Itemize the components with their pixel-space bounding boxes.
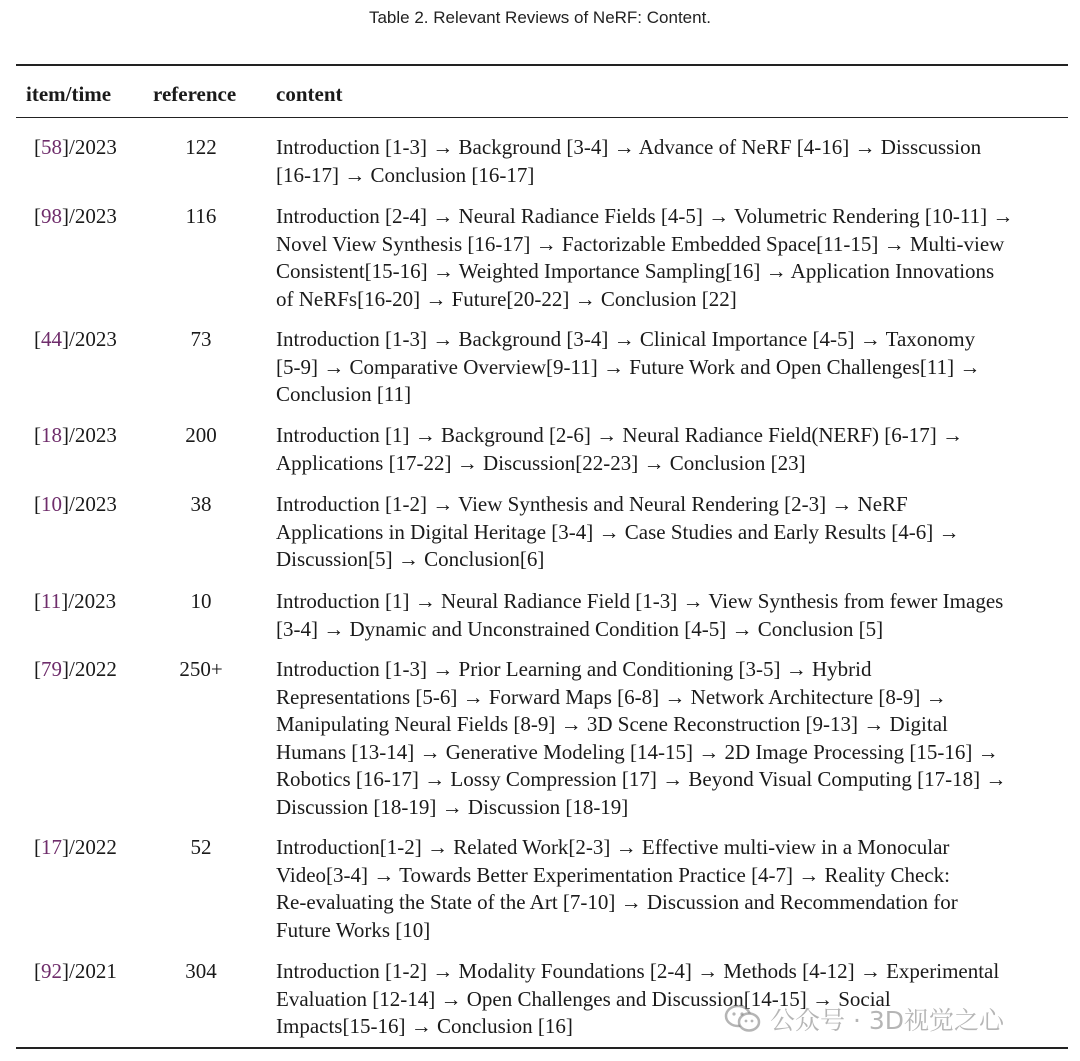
citation-link[interactable]: 11 xyxy=(41,589,62,613)
content-line: Conclusion [11] xyxy=(276,382,412,406)
header-content: content xyxy=(276,82,343,106)
watermark xyxy=(724,1000,1054,1038)
year-text: /2023 xyxy=(69,423,117,447)
reference-count-cell: 52 xyxy=(190,835,212,859)
content-cell xyxy=(276,656,1060,821)
year-text: /2021 xyxy=(69,959,117,983)
citation-link[interactable]: 10 xyxy=(41,492,62,516)
reference-count-cell: 116 xyxy=(185,204,217,228)
citation-link[interactable]: 92 xyxy=(41,959,62,983)
item-time-cell: [17]/2022 xyxy=(34,835,117,859)
content-line: Consistent[15-16] → Weighted Importance Sampling[16] → Application Innovations xyxy=(276,259,995,283)
table-caption: Table 2. Relevant Reviews of NeRF: Content. xyxy=(368,8,712,27)
content-line: Introduction [1-3] → Background [3-4] → Clinical Importance [4-5] → Taxonomy xyxy=(276,327,976,351)
item-time-cell: [44]/2023 xyxy=(34,327,117,351)
header-rule xyxy=(16,117,1068,118)
reference-count-cell: 304 xyxy=(185,959,217,983)
content-line: Introduction [1-2] → Modality Foundations [2-4] → Methods [4-12] → Experimental xyxy=(276,959,1000,983)
year-text: /2023 xyxy=(68,589,117,613)
content-line: Introduction [2-4] → Neural Radiance Fields [4-5] → Volumetric Rendering [10-11] → xyxy=(276,204,1014,228)
content-cell xyxy=(276,422,1060,477)
content-line: Introduction [1-3] → Background [3-4] → Advance of NeRF [4-16] → Disscussion xyxy=(276,135,982,159)
content-line: Impacts[15-16] → Conclusion [16] xyxy=(276,1014,573,1038)
year-text: /2023 xyxy=(69,492,117,516)
item-time-cell: [92]/2021 xyxy=(34,959,117,983)
citation-link[interactable]: 17 xyxy=(41,835,62,859)
content-line: Discussion [18-19] → Discussion [18-19] xyxy=(276,794,629,819)
content-line: Representations [5-6] → Forward Maps [6-8] → Network Architecture [8-9] → xyxy=(276,684,947,709)
content-line: Manipulating Neural Fields [8-9] → 3D Scene Reconstruction [9-13] → Digital xyxy=(276,712,948,736)
reference-count-cell: 38 xyxy=(190,492,212,516)
content-cell xyxy=(276,134,1060,189)
item-time-cell: [18]/2023 xyxy=(34,423,117,447)
top-rule xyxy=(16,64,1068,66)
content-line: [5-9] → Comparative Overview[9-11] → Future Work and Open Challenges[11] → xyxy=(276,354,981,379)
content-line: Introduction [1-2] → View Synthesis and Neural Rendering [2-3] → NeRF xyxy=(276,492,908,516)
year-text: /2023 xyxy=(69,204,117,228)
citation-link[interactable]: 79 xyxy=(41,657,62,681)
content-line: Humans [13-14] → Generative Modeling [14-15] → 2D Image Processing [15-16] → xyxy=(276,739,999,764)
year-text: /2022 xyxy=(69,835,117,859)
content-line: Applications [17-22] → Discussion[22-23] → Conclusion [23] xyxy=(276,450,806,475)
reference-count-cell: 200 xyxy=(185,423,217,447)
year-text: /2023 xyxy=(69,135,117,159)
content-line: [3-4] → Dynamic and Unconstrained Condition [4-5] → Conclusion [5] xyxy=(276,616,884,641)
content-cell xyxy=(276,326,1060,409)
reference-count-cell: 10 xyxy=(190,589,212,613)
item-time-cell: [10]/2023 xyxy=(34,492,117,516)
watermark-text: 公众号 · 3D视觉之心 xyxy=(770,1006,1004,1035)
content-line: Novel View Synthesis [16-17] → Factorizable Embedded Space[11-15] → Multi-view xyxy=(276,231,1005,256)
citation-link[interactable]: 58 xyxy=(41,135,62,159)
citation-link[interactable]: 18 xyxy=(41,423,62,447)
content-line: Introduction [1] → Background [2-6] → Neural Radiance Field(NERF) [6-17] → xyxy=(276,423,963,447)
content-line: [16-17] → Conclusion [16-17] xyxy=(276,162,535,187)
header-item-time: item/time xyxy=(26,82,112,106)
content-line: Introduction [1-3] → Prior Learning and Conditioning [3-5] → Hybrid xyxy=(276,657,872,681)
content-cell xyxy=(276,588,1060,643)
item-time-cell: [58]/2023 xyxy=(34,135,117,159)
content-line: Applications in Digital Heritage [3-4] → Case Studies and Early Results [4-6] → xyxy=(276,519,960,544)
reference-count-cell: 122 xyxy=(185,135,217,159)
content-line: Video[3-4] → Towards Better Experimentation Practice [4-7] → Reality Check: xyxy=(276,862,950,887)
item-time-cell: [79]/2022 xyxy=(34,657,117,681)
content-line: Future Works [10] xyxy=(276,917,431,942)
content-line: Re-evaluating the State of the Art [7-10] → Discussion and Recommendation for xyxy=(276,890,958,914)
content-line: Robotics [16-17] → Lossy Compression [17] → Beyond Visual Computing [17-18] → xyxy=(276,767,1007,791)
content-line: Introduction[1-2] → Related Work[2-3] → Effective multi-view in a Monocular xyxy=(276,835,950,859)
year-text: /2023 xyxy=(69,327,117,351)
content-line: Introduction [1] → Neural Radiance Field [1-3] → View Synthesis from fewer Images xyxy=(276,589,1004,613)
item-time-cell: [11]/2023 xyxy=(34,589,117,613)
content-line: Evaluation [12-14] → Open Challenges and Discussion[14-15] → Social xyxy=(276,986,891,1011)
content-cell xyxy=(276,491,1060,574)
citation-link[interactable]: 98 xyxy=(41,204,62,228)
content-line: of NeRFs[16-20] → Future[20-22] → Conclusion [22] xyxy=(276,286,737,311)
year-text: /2022 xyxy=(69,657,117,681)
header-reference: reference xyxy=(153,82,237,106)
bottom-rule xyxy=(16,1047,1068,1049)
citation-link[interactable]: 44 xyxy=(41,327,62,351)
content-cell xyxy=(276,834,1060,944)
content-line: Discussion[5] → Conclusion[6] xyxy=(276,547,545,571)
reference-count-cell: 250+ xyxy=(179,657,223,681)
content-cell xyxy=(276,203,1060,313)
wechat-icon xyxy=(724,1003,762,1035)
reference-count-cell: 73 xyxy=(190,327,212,351)
item-time-cell: [98]/2023 xyxy=(34,204,117,228)
